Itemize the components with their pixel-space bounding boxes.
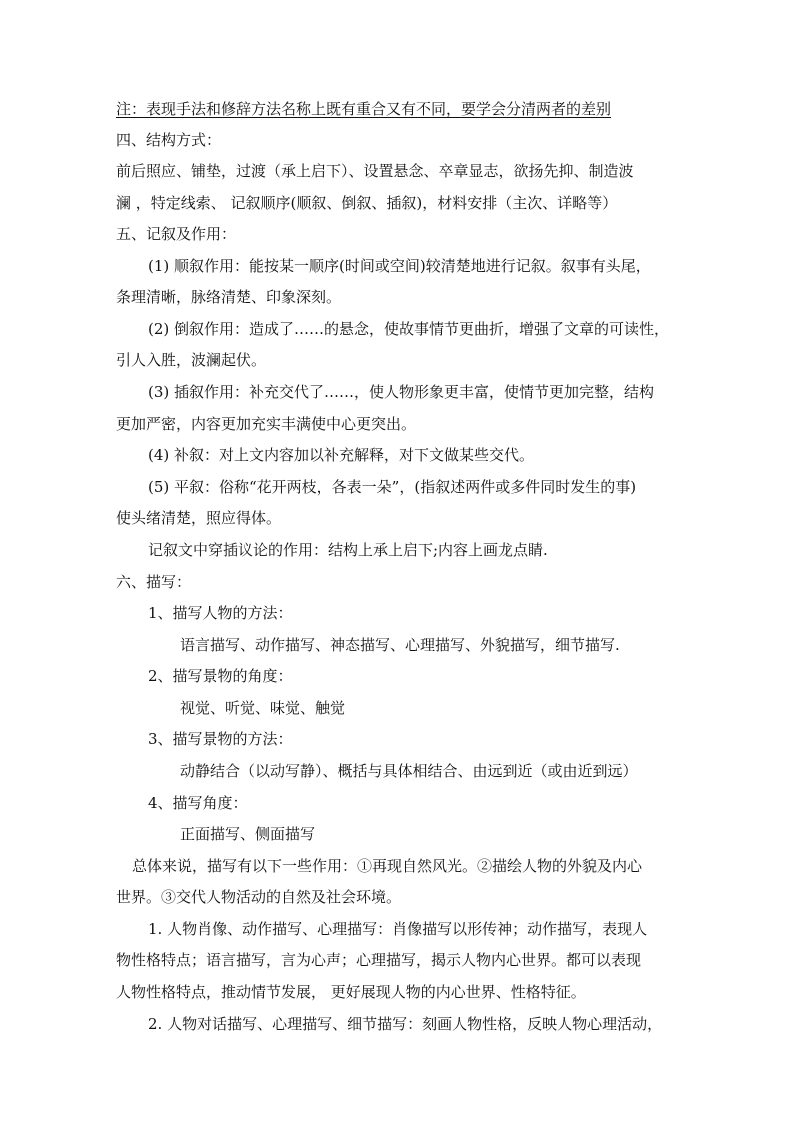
section-6-sub-3-title: 3、描写景物的方法： [148,730,293,748]
section-5-item-5-line-1: (5) 平叙：俗称“花开两枝，各表一朵”，(指叙述两件或多件同时发生的事) [148,478,637,496]
section-6-sub-4-title: 4、描写角度： [148,794,248,812]
section-6-sub-2-title: 2、描写景物的角度： [148,667,293,685]
section-6-paragraph-1-line-3: 人物性格特点，推动情节发展， 更好展现人物的内心世界、性格特征。 [116,983,586,1001]
section-5-item-1-line-1: (1) 顺叙作用：能按某一顺序(时间或空间)较清楚地进行记叙。叙事有头尾， [148,257,651,275]
section-5-item-5-line-2: 使头绪清楚，照应得体。 [116,509,282,527]
section-5-item-3-line-1: (3) 插叙作用：补充交代了……，使人物形象更丰富，使情节更加完整，结构 [148,383,655,401]
section-6-summary-line-1: 总体来说，描写有以下一些作用：①再现自然风光。②描绘人物的外貌及内心 [132,857,643,875]
section-5-item-2-line-1: (2) 倒叙作用：造成了……的悬念，使故事情节更曲折，增强了文章的可读性， [148,320,670,338]
section-5-item-3-line-2: 更加严密，内容更加充实丰满使中心更突出。 [116,415,417,433]
section-5-item-1-line-2: 条理清晰，脉络清楚、印象深刻。 [116,288,342,306]
section-4-line-1: 前后照应、铺垫，过渡（承上启下）、设置悬念、卒章显志，欲扬先抑、制造波 [116,162,634,180]
section-6-sub-4-body: 正面描写、侧面描写 [180,825,316,843]
section-6-paragraph-1-line-1: 1. 人物肖像、动作描写、心理描写：肖像描写以形传神；动作描写，表现人 [148,920,648,938]
section-5-item-4-line-1: (4) 补叙：对上文内容加以补充解释，对下文做某些交代。 [148,446,535,464]
section-6-heading: 六、描写： [116,573,192,591]
note-line: 注：表现手法和修辞方法名称上既有重合又有不同，要学会分清两者的差别 [116,100,612,118]
section-4-line-2: 澜 ，特定线索、 记叙顺序(顺叙、倒叙、插叙)，材料安排（主次、详略等） [116,194,618,212]
section-6-sub-3-body: 动静结合（以动写静）、概括与具体相结合、由远到近（或由近到远） [180,762,638,780]
section-6-sub-2-body: 视觉、听觉、味觉、触觉 [180,699,346,717]
section-6-summary-line-2: 世界。③交代人物活动的自然及社会环境。 [116,888,402,906]
section-5-heading: 五、记叙及作用： [116,225,237,243]
section-4-heading: 四、结构方式： [116,131,222,149]
section-6-sub-1-title: 1、描写人物的方法： [148,604,293,622]
section-6-paragraph-2-line-1: 2. 人物对话描写、心理描写、细节描写：刻画人物性格，反映人物心理活动， [148,1015,663,1033]
section-5-argument-line: 记叙文中穿插议论的作用：结构上承上启下;内容上画龙点睛. [148,541,548,559]
section-5-item-2-line-2: 引人入胜，波澜起伏。 [116,351,267,369]
section-6-paragraph-1-line-2: 物性格特点；语言描写，言为心声；心理描写，揭示人物内心世界。都可以表现 [116,951,642,969]
section-6-sub-1-body: 语言描写、动作描写、神态描写、心理描写、外貌描写，细节描写. [180,636,620,654]
